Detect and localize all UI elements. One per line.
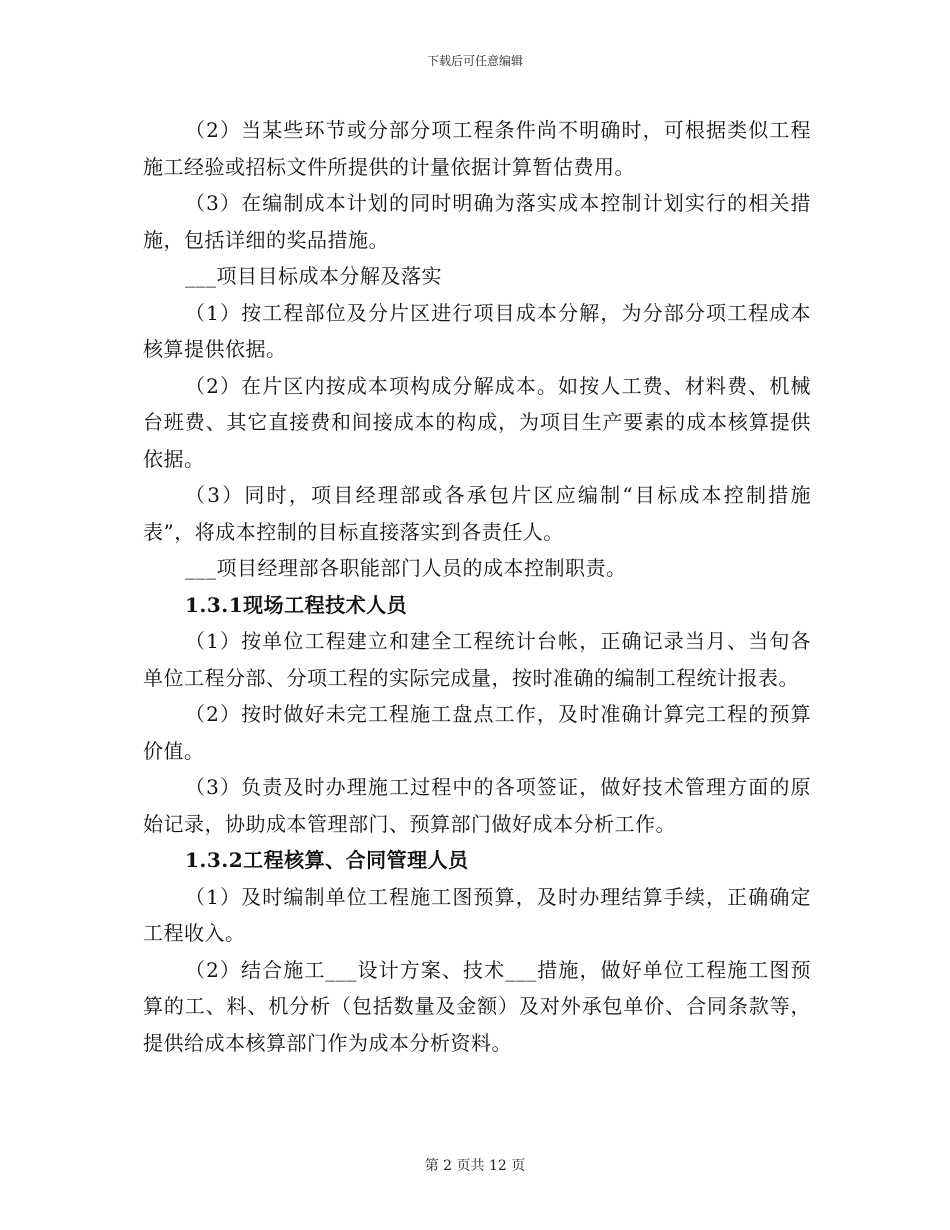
page-footer: 第 2 页共 12 页: [424, 1158, 526, 1174]
paragraph: ___项目目标成本分解及落实: [185, 264, 442, 288]
paragraph: （2）当某些环节或分部分项工程条件尚不明确时，可根据类似工程施工经验或招标文件所提供的计量依据计算暂估费用。: [143, 118, 811, 179]
document-body: [143, 112, 811, 1061]
paragraph: （1）按工程部位及分片区进行项目成本分解，为分部分项工程成本核算提供依据。: [143, 300, 811, 361]
paragraph: （2）按时做好未完工程施工盘点工作，及时准确计算完工程的预算价值。: [143, 702, 811, 763]
paragraph: （1）按单位工程建立和建全工程统计台帐，正确记录当月、当旬各单位工程分部、分项工程的实际完成量，按时准确的编制工程统计报表。: [143, 629, 811, 690]
page-header: 下载后可任意编辑: [426, 54, 523, 68]
paragraph: （2）在片区内按成本项构成分解成本。如按人工费、材料费、机械台班费、其它直接费和间接成本的构成，为项目生产要素的成本核算提供依据。: [143, 373, 811, 471]
paragraph: （3）在编制成本计划的同时明确为落实成本控制计划实行的相关措施，包括详细的奖品措施。: [143, 191, 811, 252]
paragraph: （1）及时编制单位工程施工图预算，及时办理结算手续，正确确定工程收入。: [143, 884, 811, 945]
section-heading: 1.3.1现场工程技术人员: [185, 592, 408, 617]
section-heading: 1.3.2工程核算、合同管理人员: [185, 848, 469, 872]
paragraph: （3）负责及时办理施工过程中的各项签证，做好技术管理方面的原始记录，协助成本管理部门、预算部门做好成本分析工作。: [143, 775, 811, 836]
paragraph: （2）结合施工___设计方案、技术___措施，做好单位工程施工图预算的工、料、机分析（包括数量及金额）及对外承包单价、合同条款等，提供给成本核算部门作为成本分析资料。: [143, 957, 811, 1055]
paragraph: ___项目经理部各职能部门人员的成本控制职责。: [185, 556, 627, 580]
paragraph: （3）同时，项目经理部或各承包片区应编制“目标成本控制措施表”，将成本控制的目标直接落实到各责任人。: [143, 483, 811, 544]
